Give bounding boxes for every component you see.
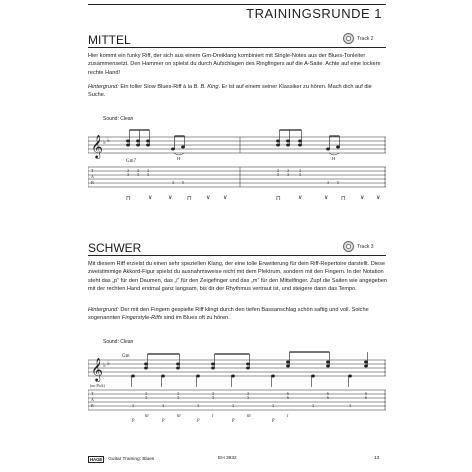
sound-label: Sound: Clean	[103, 116, 134, 122]
finger-mark: m	[177, 414, 181, 419]
svg-text:3: 3	[147, 168, 149, 173]
artist-name: B. B. King	[193, 84, 219, 90]
svg-text:∨: ∨	[324, 195, 329, 201]
svg-text:3: 3	[177, 395, 179, 400]
svg-text:6: 6	[287, 395, 289, 400]
finger-mark: p	[232, 418, 235, 423]
no-pick-label: (no Pick)	[90, 383, 105, 388]
term-name: Fingerstyle-Riffs	[121, 315, 163, 322]
sound-label: Sound: Clean	[103, 339, 134, 345]
svg-text:3: 3	[277, 172, 279, 177]
svg-text:5: 5	[182, 180, 184, 185]
svg-text:3: 3	[172, 180, 174, 185]
svg-text:6: 6	[365, 391, 367, 396]
section2-paragraph-2	[88, 306, 388, 323]
hammer-on-mark: H	[332, 156, 336, 161]
tab-clef: B	[91, 180, 94, 185]
svg-text:⊓: ⊓	[276, 196, 281, 202]
svg-text:⊓: ⊓	[126, 196, 131, 202]
svg-text:3: 3	[147, 172, 149, 177]
svg-text:3: 3	[247, 391, 249, 396]
svg-text:3: 3	[299, 172, 301, 177]
tab-clef: A	[91, 174, 94, 179]
track-3-label	[343, 241, 373, 252]
track-2-label	[343, 33, 373, 44]
svg-text:3: 3	[137, 168, 139, 173]
svg-text:3: 3	[145, 395, 147, 400]
svg-text:3: 3	[232, 403, 234, 408]
svg-text:3: 3	[137, 172, 139, 177]
publisher-logo: HAGE	[90, 457, 103, 462]
svg-text:6: 6	[287, 391, 289, 396]
flat-icon: ♭	[107, 138, 110, 144]
cd-icon	[343, 241, 354, 252]
svg-text:∨: ∨	[148, 195, 153, 201]
header-rule	[88, 4, 386, 5]
hintergrund-label: Hintergrund:	[88, 84, 119, 90]
finger-mark: m	[247, 414, 251, 419]
svg-text:3: 3	[162, 403, 164, 408]
section1-paragraph-1: Hier kommt ein funky Riff, der sich aus einem Gm-Dreiklang kombiniert mit Single-Notes aus der Blues-Tonleiter zusammensetzt. Den Hammer on spielst du durch Aufschlagen des Ringfingers auf die A-Saite. Achte auf eine lockere rechte Hand!	[88, 53, 381, 76]
treble-clef-icon: 𝄞	[91, 136, 103, 158]
section-title-schwer: SCHWER	[88, 241, 142, 255]
svg-text:3: 3	[327, 180, 329, 185]
svg-text:3: 3	[349, 403, 351, 408]
tab-clef: A	[91, 397, 94, 402]
svg-text:3: 3	[299, 168, 301, 173]
para-text: sind im Blues oft zu hören.	[162, 315, 230, 322]
svg-text:3: 3	[287, 172, 289, 177]
section1-paragraph-2	[88, 83, 388, 100]
chord-symbol: Gm7	[126, 159, 136, 164]
section-rule	[88, 255, 386, 256]
chord-symbol: Gm	[122, 354, 130, 359]
page-number: 13	[374, 456, 380, 461]
finger-mark: p	[272, 418, 275, 423]
hintergrund-label: Hintergrund:	[88, 307, 119, 313]
hammer-on-mark: H	[177, 156, 181, 161]
edition-code: EH 3932	[218, 456, 237, 461]
notation-schwer	[88, 345, 386, 435]
para-text: Der mit den Fingern gespielte Riff klingt durch den tiefen Bassanschlag schön saftig und voll. Solche sogenannten	[88, 307, 369, 322]
section-title-mittel: MITTEL	[88, 33, 131, 47]
cd-icon	[343, 33, 354, 44]
svg-text:3: 3	[145, 391, 147, 396]
para-text: . Er ist auf einem seiner Klassiker zu hören. Mach dich auf die Suche.	[88, 84, 372, 99]
svg-text:3: 3	[212, 391, 214, 396]
page-header-title: TRAININGSRUNDE 1	[246, 6, 382, 21]
svg-text:3: 3	[247, 395, 249, 400]
svg-text:3: 3	[272, 403, 274, 408]
flat-icon: ♭	[103, 363, 106, 369]
treble-clef-icon: 𝄞	[91, 359, 103, 381]
book-title: Guitar Training: Blues	[108, 457, 155, 462]
finger-mark: i	[212, 414, 214, 419]
tab-clef: T	[91, 391, 94, 396]
track-label: Track 3	[357, 243, 374, 250]
finger-mark: p	[197, 418, 200, 423]
svg-text:∨: ∨	[298, 195, 303, 201]
finger-mark: p	[132, 418, 135, 423]
flat-icon: ♭	[103, 140, 106, 146]
para-text: Ein toller Slow Blues-Riff à la	[118, 84, 194, 90]
svg-text:3: 3	[132, 403, 134, 408]
svg-text:6: 6	[327, 395, 329, 400]
svg-text:⊓: ⊓	[341, 196, 346, 202]
svg-text:6: 6	[365, 395, 367, 400]
tab-clef: B	[91, 403, 94, 408]
notation-mittel	[88, 122, 386, 222]
finger-mark: i	[287, 414, 289, 419]
section-rule	[88, 47, 386, 48]
track-label: Track 2	[357, 35, 374, 42]
footer-left	[88, 456, 154, 463]
svg-text:3: 3	[312, 403, 314, 408]
svg-text:3: 3	[212, 395, 214, 400]
svg-text:6: 6	[327, 391, 329, 396]
svg-text:∨: ∨	[168, 195, 173, 201]
section2-paragraph-1: Mit diesem Riff erzielst du einen sehr speziellen Klang, der eine tolle Erweiterung für dein Riff-Repertoire darstellt. Diese zweistimmige Akkord-Figur spielst du ausnahmsweise nicht mit dem Plektrum, sondern mit den Fingern. In der Notation steht das „p“ für den Daumen, das „i“ für den Zeigefinger und das „m“ für den Mittelfinger. Zupf die Saiten wie angegeben mit der rechten Hand erstmal ganz langsam, bis dir der Rhythmus vertraut ist, und steigere dann das Tempo.	[88, 261, 388, 292]
tab-clef: T	[91, 168, 94, 173]
svg-text:3: 3	[277, 168, 279, 173]
svg-text:∨: ∨	[223, 195, 228, 201]
finger-mark: p	[162, 418, 165, 423]
svg-text:∨: ∨	[376, 195, 381, 201]
svg-text:3: 3	[287, 168, 289, 173]
svg-text:⊓: ⊓	[187, 196, 192, 202]
svg-text:3: 3	[197, 403, 199, 408]
svg-text:3: 3	[127, 168, 129, 173]
svg-text:3: 3	[127, 172, 129, 177]
svg-text:3: 3	[177, 391, 179, 396]
finger-mark: m	[145, 414, 149, 419]
flat-icon: ♭	[107, 361, 110, 367]
svg-text:∨: ∨	[360, 195, 365, 201]
svg-text:∨: ∨	[206, 195, 211, 201]
svg-text:5: 5	[337, 180, 339, 185]
